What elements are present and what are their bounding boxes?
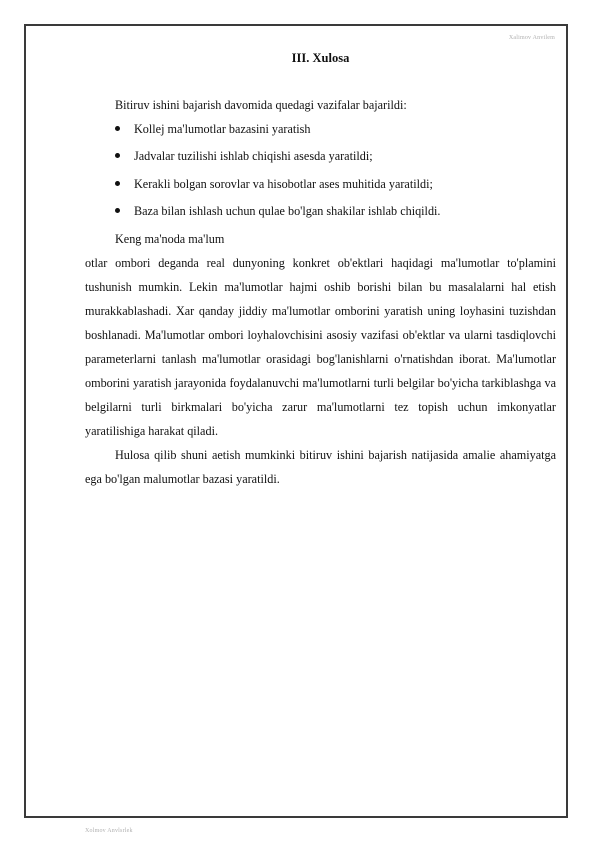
- list-item-text: Jadvalar tuzilishi ishlab chiqishi asesda yaratildi;: [134, 149, 373, 164]
- page-title: III. Xulosa: [291, 51, 350, 65]
- intro-line: Bitiruv ishini bajarish davomida quedagi vazifalar bajarildi:: [115, 98, 407, 112]
- body-paragraph: otlar ombori deganda real dunyoning konkret ob'ektlari haqidagi ma'lumotlar to'plamini tushunish mumkin. Lekin ma'lumotlar hajmi oshib borishi bilan bu masalalarni hal etish murakkablashadi. Xar qanday jiddiy ma'lumotlar omborini yaratish uning loyhasini tuzishdan boshlanadi. Ma'lumotlar ombori loyhalovchisini asosiy vazifasi ob'ektlar va ularni tasdiqlovchi parameterlarni tanlash ma'lumotlar orasidagi bog'lanishlarni o'rnatishdan iborat. Ma'lumotlar omborini yaratish jarayonida foydalanuvchi ma'lumotlarni turli belgilar bo'yicha tarkiblashga va belgilarni turli birkmalari bo'yicha zarur ma'lumotlarni tez topish uchun imkonyatlar yaratilishiga harakat qiladi.: [85, 255, 556, 438]
- task-list: [85, 117, 556, 223]
- header-watermark: Xalimov Anvilem: [508, 35, 555, 41]
- bullet-icon: [115, 181, 120, 186]
- bullet-icon: [115, 208, 120, 213]
- footer-watermark: Xolmov Anvlsrlek: [85, 828, 133, 834]
- list-item: [85, 199, 556, 223]
- list-item-text: Kollej ma'lumotlar bazasini yaratish: [134, 122, 311, 136]
- bullet-icon: [115, 126, 120, 131]
- list-item: [85, 172, 556, 196]
- bullet-icon: [115, 153, 120, 158]
- document-body: [85, 50, 556, 491]
- list-item: [85, 117, 556, 141]
- conclusion-paragraph: Hulosa qilib shuni aetish mumkinki bitiruv ishini bajarish natijasida amalie ahamiyatga ega bo'lgan malumotlar bazasi yaratildi.: [85, 447, 556, 486]
- subheading: Keng ma'noda ma'lum: [115, 231, 225, 246]
- list-item-text: Baza bilan ishlash uchun qulae bo'lgan shakilar ishlab chiqildi.: [134, 204, 441, 219]
- list-item: [85, 144, 556, 168]
- list-item-text: Kerakli bolgan sorovlar va hisobotlar ases muhitida yaratildi;: [134, 176, 433, 191]
